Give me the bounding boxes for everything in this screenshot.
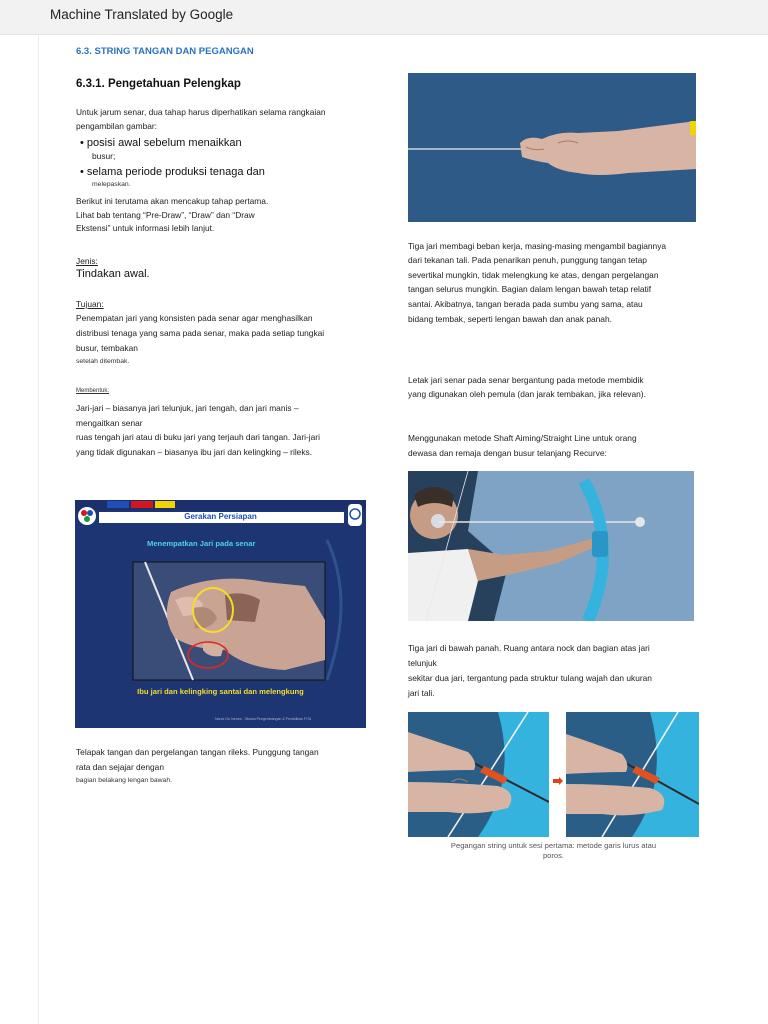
grip-after-graphic <box>566 712 699 837</box>
right-p4-line: Tiga jari di bawah panah. Ruang antara nock dan bagian atas jari <box>408 643 650 653</box>
brand-label: Machine Translated by Google <box>50 7 234 22</box>
tujuan-label: Tujuan: <box>76 299 104 309</box>
right-p4-line: telunjuk <box>408 658 437 668</box>
right-p4-line: sekitar dua jari, tergantung pada struktur tulang wajah dan ukuran <box>408 673 652 683</box>
tujuan-line: distribusi tenaga yang sama pada senar, maka pada setiap tungkai <box>76 328 325 338</box>
intro-line: Untuk jarum senar, dua tahap harus diperhatikan selama rangkaian <box>76 107 326 117</box>
bullet-item-cont: busur; <box>92 151 116 161</box>
intro-after: Ekstensi” untuk informasi lebih lanjut. <box>76 223 215 233</box>
jenis-label: Jenis: <box>76 256 98 266</box>
tujuan-line: Penempatan jari yang konsisten pada senar agar menghasilkan <box>76 313 313 323</box>
archer-photo <box>408 471 694 621</box>
grip-photo-before <box>408 712 549 837</box>
tujuan-line: setelah ditembak. <box>76 358 130 365</box>
section-heading: 6.3. STRING TANGAN DAN PEGANGAN <box>76 46 254 57</box>
arrow-right-icon <box>553 772 563 780</box>
slide-title: Gerakan Persiapan <box>184 512 257 521</box>
membentuk-line: Jari-jari – biasanya jari telunjuk, jari tengah, dan jari manis – <box>76 403 299 413</box>
intro-line: pengambilan gambar: <box>76 121 158 131</box>
grip-before-graphic <box>408 712 549 837</box>
right-p1-line: Tiga jari membagi beban kerja, masing-masing mengambil bagiannya <box>408 241 667 251</box>
membentuk-line: yang tidak digunakan – biasanya ibu jari dan kelingking – rileks. <box>76 447 313 457</box>
right-p4-line: jari tali. <box>408 688 435 698</box>
bullet-item-cont: melepaskan. <box>92 181 131 188</box>
left-bottom-line: bagian belakang lengan bawah. <box>76 777 172 784</box>
right-p3-line: Menggunakan metode Shaft Aiming/Straight Line untuk orang <box>408 433 637 443</box>
jenis-value: Tindakan awal. <box>76 268 150 280</box>
slide-subtitle: Menempatkan Jari pada senar <box>147 539 256 548</box>
left-bottom-line: rata dan sejajar dengan <box>76 762 165 772</box>
bullet-item: • selama periode produksi tenaga dan <box>80 166 265 178</box>
slide-caption: Ibu jari dan kelingking santai dan melengkung <box>137 687 304 696</box>
slide-image <box>75 500 366 728</box>
grip-photo-after <box>566 712 699 837</box>
left-bottom-line: Telapak tangan dan pergelangan tangan rileks. Punggung tangan <box>76 747 319 757</box>
right-p2-line: Letak jari senar pada senar bergantung pada metode membidik <box>408 375 644 385</box>
grip-caption-line: poros. <box>542 851 565 860</box>
intro-after: Lihat bab tentang “Pre-Draw”, “Draw” dan “Draw <box>76 210 255 220</box>
right-p1-line: tangan selurus mungkin. Bagian dalam lengan bawah tetap relatif <box>408 284 652 294</box>
right-p1-line: santai. Akibatnya, tangan berada pada sumbu yang sama, atau <box>408 299 643 309</box>
subsection-title: 6.3.1. Pengetahuan Pelengkap <box>76 78 241 90</box>
slide-footer: Nanot Gu Inenes - Otsuka Pengembangan & Pendidikan FITA <box>215 717 312 721</box>
right-p1-line: dari tekanan tali. Pada penarikan penuh, punggung tangan tetap <box>408 255 647 265</box>
right-p1-line: severtikal mungkin, tidak melengkung ke atas, dengan pergelangan <box>408 270 659 280</box>
archer-graphic <box>408 471 694 621</box>
grip-caption-line: Pegangan string untuk sesi pertama: metode garis lurus atau <box>450 841 657 850</box>
membentuk-line: mengaitkan senar <box>76 418 143 428</box>
intro-after: Berikut ini terutama akan mencakup tahap pertama. <box>76 196 269 206</box>
right-p3-line: dewasa dan remaja dengan busur telanjang Recurve: <box>408 448 607 458</box>
hand-string-graphic <box>408 73 696 222</box>
hand-string-photo <box>408 73 696 222</box>
membentuk-label: Membentuk: <box>76 388 110 394</box>
tujuan-line: busur, tembakan <box>76 343 138 353</box>
membentuk-line: ruas tengah jari atau di buku jari yang terjauh dari tangan. Jari-jari <box>76 432 320 442</box>
right-p1-line: bidang tembak, seperti lengan bawah dan anak panah. <box>408 314 612 324</box>
bullet-item: • posisi awal sebelum menaikkan <box>80 137 242 149</box>
page-edge <box>38 34 39 1024</box>
right-p2-line: yang digunakan oleh pemula (dan jarak tembakan, jika relevan). <box>408 389 646 399</box>
